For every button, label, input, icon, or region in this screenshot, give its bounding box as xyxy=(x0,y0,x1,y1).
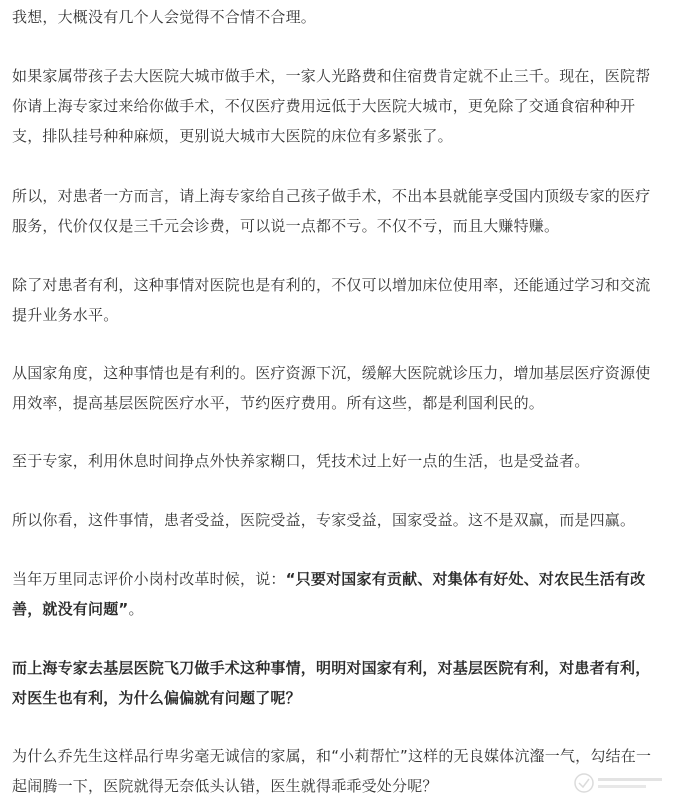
paragraph-line: 为什么乔先生这样品行卑劣毫无诚信的家属，和“小莉帮忙”这样的无良媒体沆瀣一气，勾结在一 xyxy=(12,747,652,765)
paragraph-line: 提升业务水平。 xyxy=(12,306,119,324)
paragraph-line: 所以你看，这件事情，患者受益，医院受益，专家受益，国家受益。这不是双赢，而是四赢。 xyxy=(12,511,636,529)
quote-text-bold: 善，就没有问题” xyxy=(12,600,129,618)
paragraph-9-bold xyxy=(12,653,676,713)
paragraph-line: 所以，对患者一方而言，请上海专家给自己孩子做手术，不出本县就能享受国内顶级专家的医疗 xyxy=(12,187,651,205)
paragraph-8-quote xyxy=(12,564,676,624)
paragraph-line: 除了对患者有利，这种事情对医院也是有利的，不仅可以增加床位使用率，还能通过学习和交流 xyxy=(12,276,651,294)
quote-end: 。 xyxy=(128,600,144,618)
paragraph-line: 我想，大概没有几个人会觉得不合情不合理。 xyxy=(12,8,317,26)
paragraph-line: 支，排队挂号种种麻烦，更别说大城市大医院的床位有多紧张了。 xyxy=(12,127,453,145)
paragraph-line: 至于专家，利用休息时间挣点外快养家糊口，凭技术过上好一点的生活，也是受益者。 xyxy=(12,452,590,470)
paragraph-line: 你请上海专家过来给你做手术，不仅医疗费用远低于大医院大城市，更免除了交通食宿种种开 xyxy=(12,97,636,115)
paragraph-5 xyxy=(12,358,676,418)
paragraph-line: 服务，代价仅仅是三千元会诊费，可以说一点都不亏。不仅不亏，而且大赚特赚。 xyxy=(12,217,560,235)
paragraph-line: 用效率，提高基层医院医疗水平，节约医疗费用。所有这些，都是利国利民的。 xyxy=(12,394,545,412)
paragraph-3 xyxy=(12,181,676,241)
paragraph-1 xyxy=(12,2,676,32)
watermark-logo xyxy=(572,770,668,796)
paragraph-line: 起闹腾一下，医院就得无奈低头认错，医生就得乖乖受处分呢？ xyxy=(12,777,438,795)
quote-intro: 当年万里同志评价小岗村改革时候，说： xyxy=(12,570,286,588)
paragraph-line: 如果家属带孩子去大医院大城市做手术，一家人光路费和住宿费肯定就不止三千。现在，医院帮 xyxy=(12,67,651,85)
paragraph-4 xyxy=(12,270,676,330)
paragraph-2 xyxy=(12,61,676,151)
paragraph-line: 从国家角度，这种事情也是有利的。医疗资源下沉，缓解大医院就诊压力，增加基层医疗资源使 xyxy=(12,364,651,382)
paragraph-7 xyxy=(12,505,676,535)
paragraph-line: 而上海专家去基层医院飞刀做手术这种事情，明明对国家有利，对基层医院有利，对患者有利， xyxy=(12,659,651,677)
quote-line-1 xyxy=(12,564,676,594)
quote-line-2 xyxy=(12,594,676,624)
paragraph-6 xyxy=(12,446,676,476)
quote-text-bold: “只要对国家有贡献、对集体有好处、对农民生活有改 xyxy=(285,570,646,588)
paragraph-line: 对医生也有利，为什么偏偏就有问题了呢？ xyxy=(12,689,301,707)
